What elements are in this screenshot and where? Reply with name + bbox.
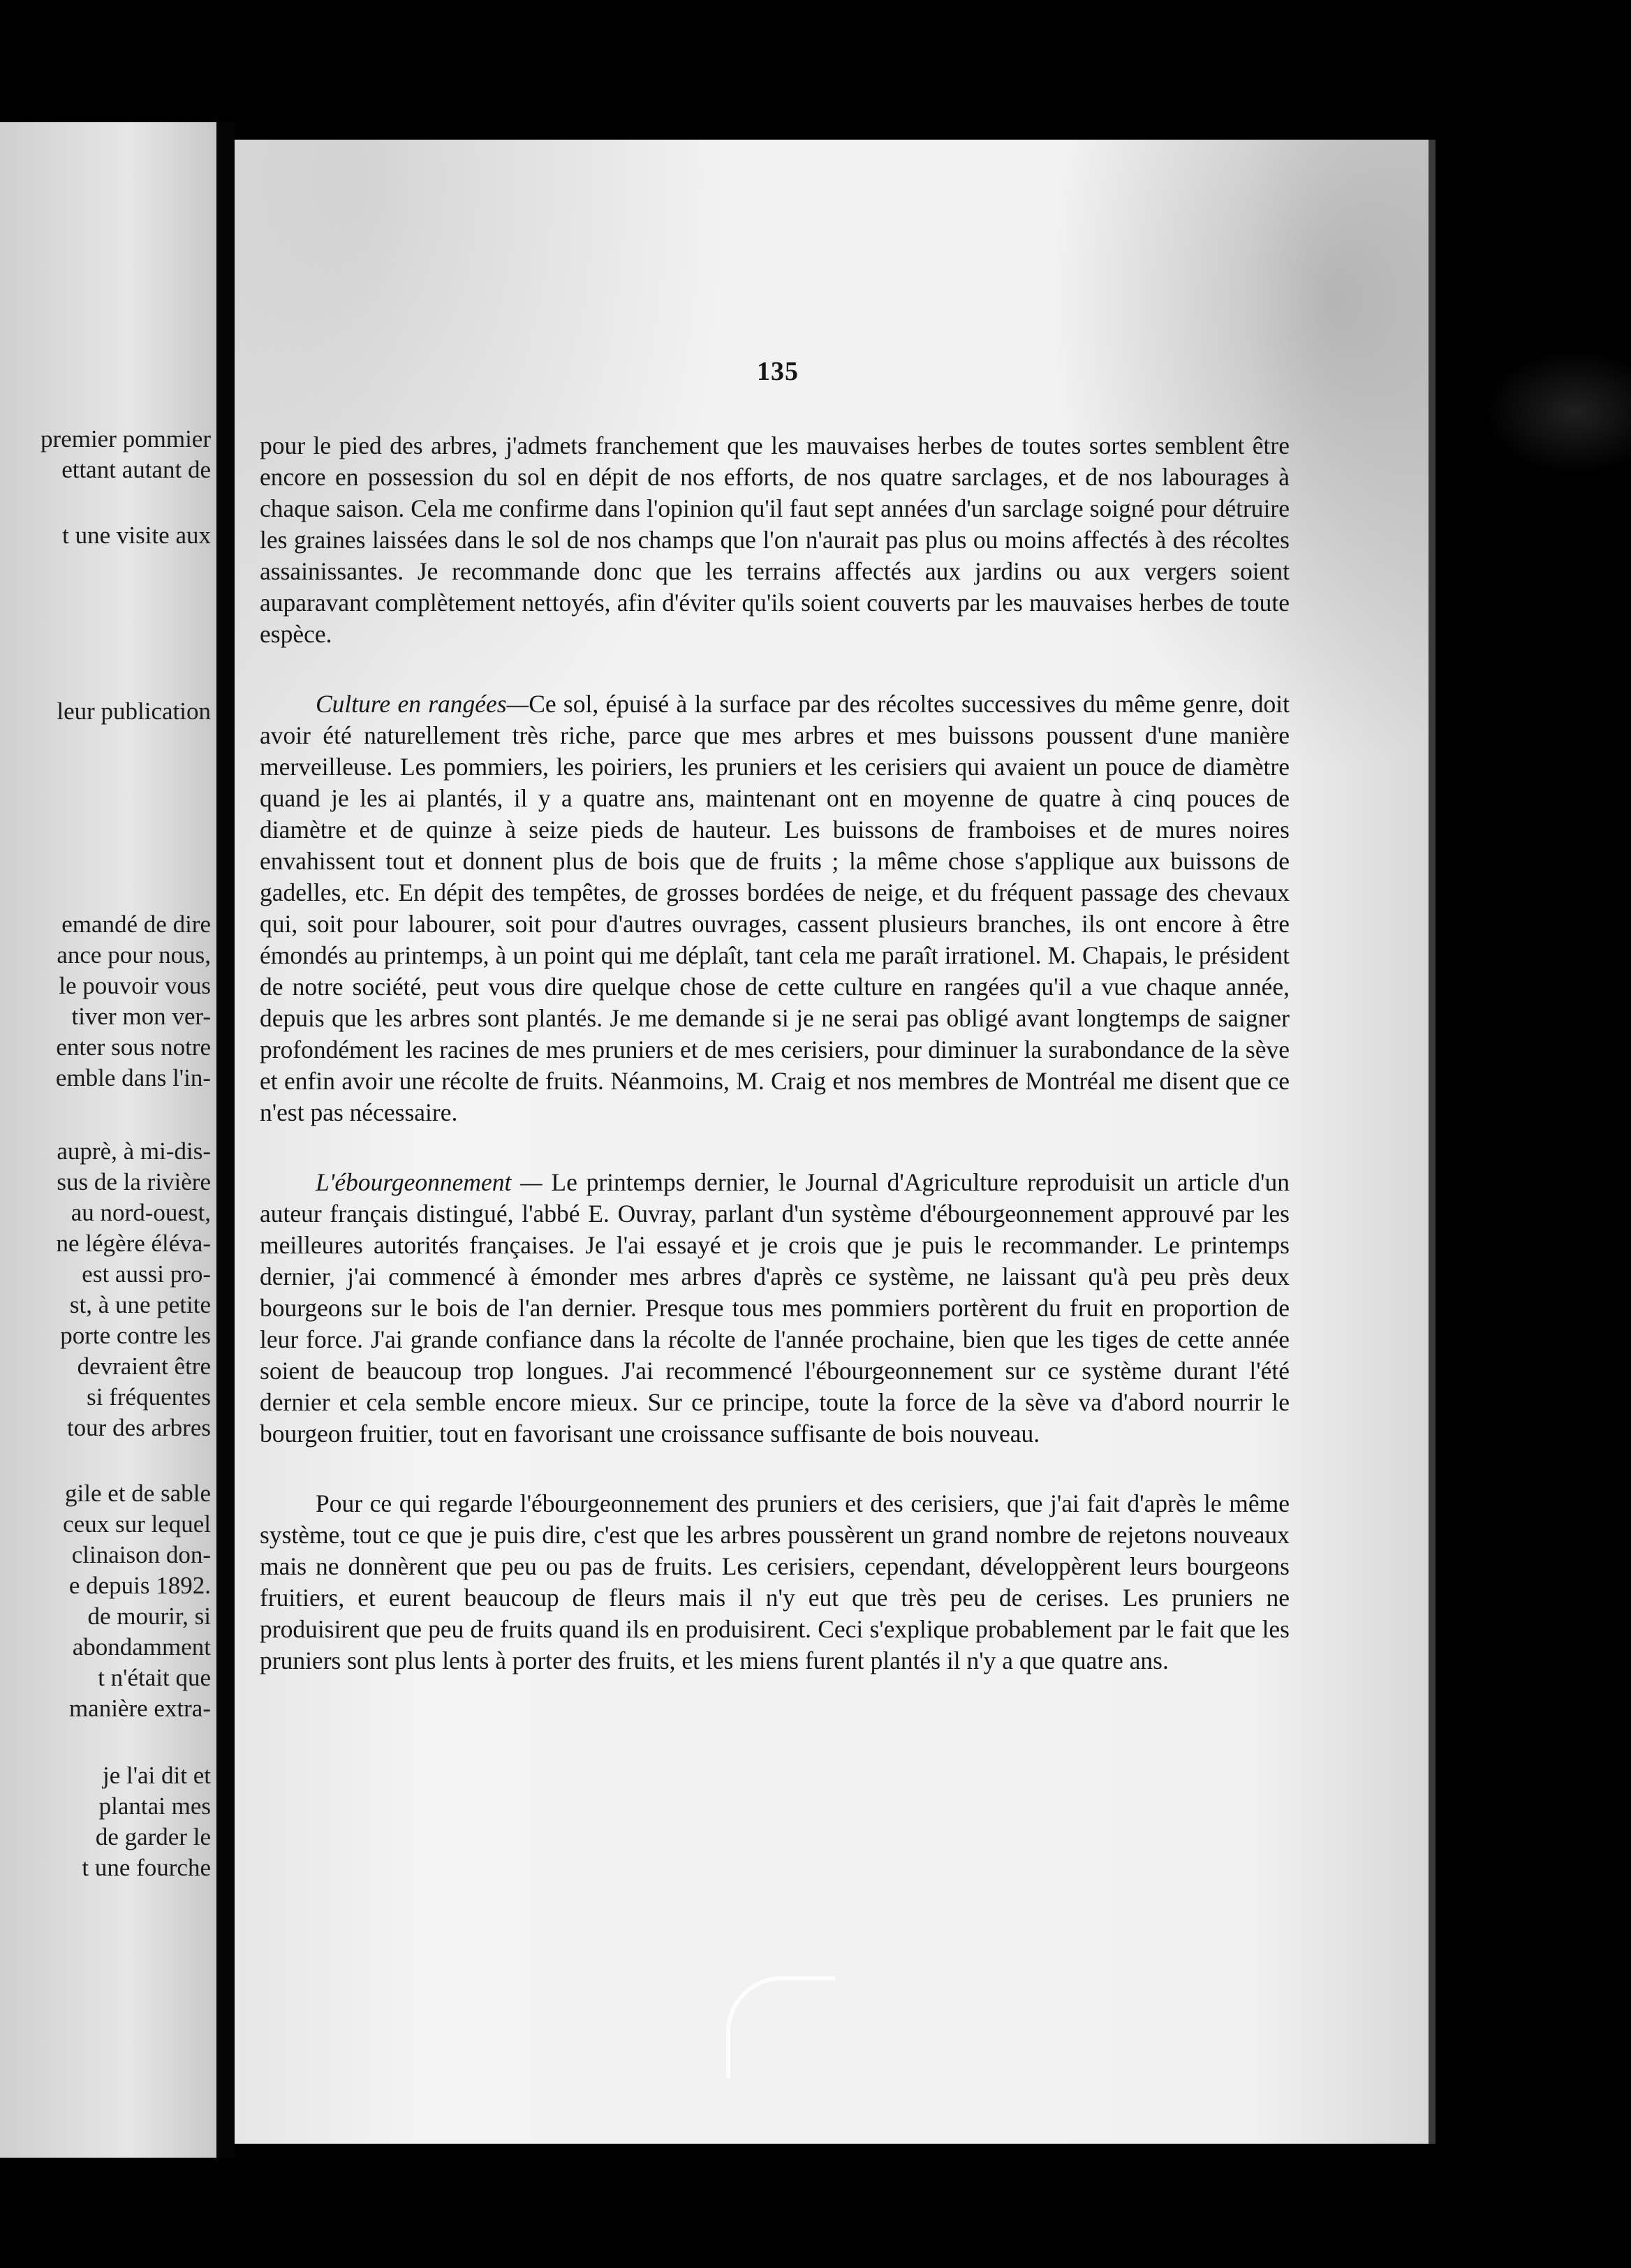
- left-line: sus de la rivière: [57, 1168, 211, 1195]
- section-heading: L'ébourgeonnement —: [316, 1168, 552, 1196]
- left-line: le pouvoir vous: [59, 972, 211, 999]
- paragraph-text: Le printemps dernier, le Journal d'Agriculture reproduisit un article d'un auteur français distingué, l'abbé E. Ouvray, parlant d'un système d'ébourgeonnement approuvé par les meilleures autorités françaises. Je l'ai essayé et je crois que je puis le recommander. Le printemps dernier, j'ai commencé à émonder mes arbres d'après ce système, ne laissant qu'à peu près deux bourgeons sur le bois de l'an dernier. Presque tous mes pommiers portèrent du fruit en proportion de leur force. J'ai grande confiance dans la récolte de l'année prochaine, bien que les tiges de cette année soient de beaucoup trop longues. J'ai recommencé l'ébourgeonnement sur ce système durant l'été dernier et cela semble encore mieux. Sur ce principe, toute la force de la sève va d'abord nourrir le bourgeon fruitier, tout en favorisant une croissance suffisante de bois nouveau.: [260, 1168, 1290, 1448]
- left-line: emble dans l'in-: [55, 1064, 211, 1091]
- film-scratch: [726, 1976, 835, 2078]
- left-line: manière extra-: [68, 1695, 211, 1722]
- left-line: premier pommier: [40, 425, 211, 452]
- left-page-fragment: [0, 122, 216, 2158]
- left-line: e depuis 1892.: [68, 1572, 211, 1599]
- page-body: [260, 430, 1290, 1715]
- left-line: emandé de dire: [61, 911, 211, 938]
- page-number: 135: [757, 357, 799, 386]
- paragraph: [260, 1488, 1290, 1677]
- book-gutter: [216, 122, 235, 2158]
- left-line: si fréquentes: [87, 1383, 211, 1411]
- left-line: ceux sur lequel: [63, 1510, 211, 1538]
- left-line: ettant autant de: [61, 456, 211, 483]
- left-line: t une visite aux: [62, 522, 211, 549]
- left-line: ne légère éléva-: [56, 1230, 211, 1257]
- paragraph-text: pour le pied des arbres, j'admets franchement que les mauvaises herbes de toutes sortes semblent être encore en possession du sol en dépit de nos efforts, de nos quatre sarclages, et de nos labourages à chaque saison. Cela me confirme dans l'opinion qu'il faut sept années d'un sarclage soigné pour détruire les graines laissées dans le sol de nos champs que l'on n'aurait pas plus ou moins affectés à des récoltes assainissantes. Je recommande donc que les terrains affectés aux jardins ou aux vergers soient auparavant complètement nettoyés, afin d'éviter qu'ils soient couverts par les mauvaises herbes de toute espèce.: [260, 432, 1290, 648]
- left-line: st, à une petite: [69, 1291, 211, 1318]
- left-line: t une fourche: [82, 1854, 211, 1881]
- left-line: leur publication: [57, 698, 211, 725]
- section-heading: Culture en rangées—: [316, 690, 529, 718]
- left-line: gile et de sable: [65, 1480, 211, 1507]
- left-line: tour des arbres: [66, 1414, 211, 1441]
- left-line: t n'était que: [98, 1664, 211, 1691]
- paragraph-text: Pour ce qui regarde l'ébourgeonnement des pruniers et des cerisiers, que j'ai fait d'après le même système, tout ce que je puis dire, c'est que les arbres poussèrent un grand nombre de rejetons nouveaux mais ne donnèrent que peu ou pas de fruits. Les cerisiers, cependant, développèrent leurs bourgeons fruitiers, et eurent beaucoup de fleurs mais il n'y eut que très peu de cerises. Les pruniers ne produisirent que peu de fruits quand ils en produisirent. Ceci s'explique probablement par le fait que les pruniers sont plus lents à porter des fruits, et les miens furent plantés il n'y a que quatre ans.: [260, 1489, 1290, 1674]
- paragraph-text: Ce sol, épuisé à la surface par des récoltes successives du même genre, doit avoir été naturellement très riche, parce que mes arbres et mes buissons poussent d'une manière merveilleuse. Les pommiers, les poiriers, les pruniers et les cerisiers qui avaient un pouce de diamètre quand je les ai plantés, il y a quatre ans, maintenant ont en moyenne de quatre à cinq pouces de diamètre et de quinze à seize pieds de hauteur. Les buissons de framboises et de mures noires envahissent tout et donnent plus de bois que de fruits ; la même chose s'applique aux buissons de gadelles, etc. En dépit des tempêtes, de grosses bordées de neige, et du fréquent passage des chevaux qui, soit pour labourer, soit pour d'autres ouvrages, cassent plusieurs branches, ils ont encore à être émondés au printemps, à un point qui me déplaît, tant cela me paraît irrationel. M. Chapais, le président de notre société, peut vous dire quelque chose de cette culture en rangées qu'il a vue chaque année, depuis que les arbres sont plantés. Je me demande si je ne serai pas obligé avant longtemps de saigner profondément les racines de mes pruniers et de mes cerisiers, pour diminuer la surabondance de la sève et enfin avoir une récolte de fruits. Néanmoins, M. Craig et nos membres de Montréal me disent que ce n'est pas nécessaire.: [260, 690, 1290, 1126]
- left-line: tiver mon ver-: [71, 1003, 211, 1030]
- left-line: de garder le: [95, 1823, 211, 1850]
- left-line: devraient être: [77, 1353, 211, 1380]
- left-line: je l'ai dit et: [102, 1762, 211, 1789]
- left-line: enter sous notre: [56, 1033, 211, 1061]
- paragraph: [260, 688, 1290, 1128]
- left-line: au nord-ouest,: [71, 1199, 211, 1226]
- left-line: auprè, à mi-dis-: [57, 1137, 211, 1165]
- left-line: est aussi pro-: [82, 1260, 211, 1288]
- left-line: porte contre les: [60, 1322, 211, 1349]
- left-line: de mourir, si: [87, 1603, 211, 1630]
- left-line: clinaison don-: [71, 1541, 211, 1568]
- water-stain: [1484, 349, 1631, 475]
- left-line: abondamment: [72, 1633, 211, 1660]
- paragraph: [260, 1167, 1290, 1450]
- left-line: plantai mes: [98, 1792, 211, 1820]
- paragraph: [260, 430, 1290, 650]
- left-line: ance pour nous,: [57, 941, 211, 969]
